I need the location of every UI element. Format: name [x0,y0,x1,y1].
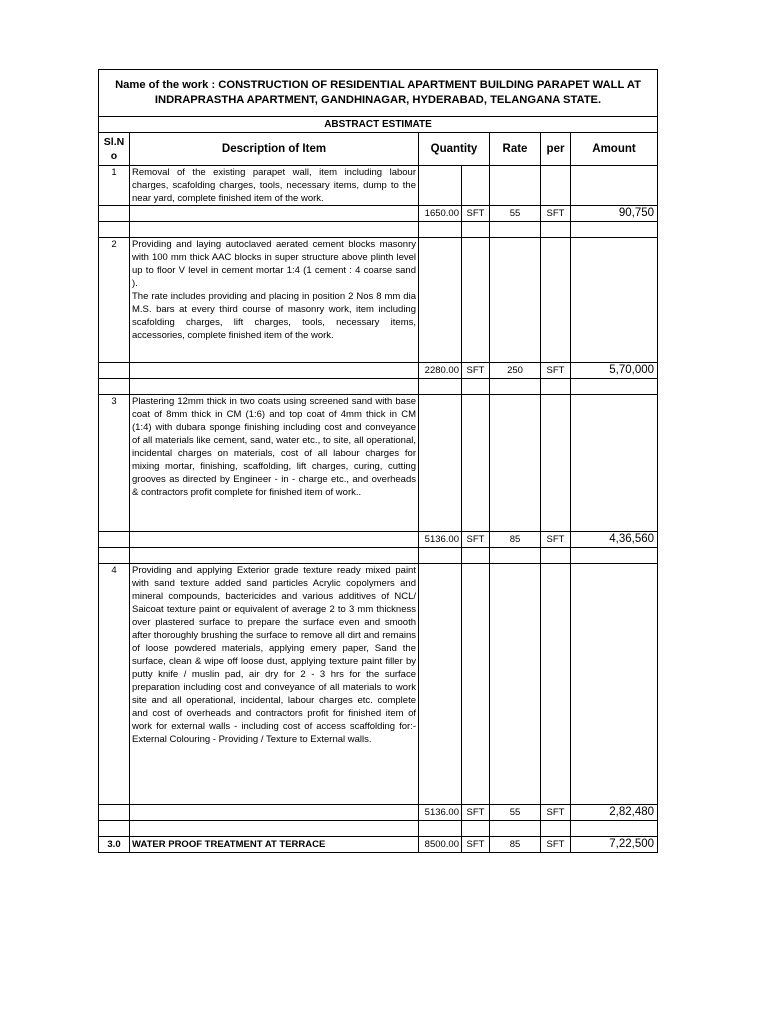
description-header: Description of Item [130,133,419,166]
item-quantity: 5136.00 [419,532,462,548]
summary-amount: 7,22,500 [571,837,658,853]
item-unit: SFT [462,206,490,222]
item-per: SFT [541,805,571,821]
item-description: Plastering 12mm thick in two coats using screened sand with base coat of 8mm thick in CM (1:6) and top coat of 4mm thick in CM (1:4) with dubara sponge finishing including cost and conveyance of all materials like cement, sand, water etc., to site, all operational, incidental charges on materials, cost of all labour charges for mixing mortar, finishing, scaffolding, lift charges, curing, cutting grooves as directed by Engineer - in - charge etc., and overheads & contractors profit complete for finished item of work.. [130,395,419,532]
summary-description: WATER PROOF TREATMENT AT TERRACE [130,837,419,853]
item-unit: SFT [462,805,490,821]
amount-header: Amount [571,133,658,166]
item-per: SFT [541,532,571,548]
item-amount: 90,750 [571,206,658,222]
summary-quantity: 8500.00 [419,837,462,853]
rate-header: Rate [490,133,541,166]
work-title: Name of the work : CONSTRUCTION OF RESIDENTIAL APARTMENT BUILDING PARAPET WALL AT INDRAPRASTHA APARTMENT, GANDHINAGAR, HYDERABAD, TELANGANA STATE. [99,70,658,117]
item-per: SFT [541,363,571,379]
item-sl-no: 2 [99,238,130,363]
item-sl-no: 4 [99,564,130,805]
item-sl-no: 1 [99,166,130,206]
item-description: Removal of the existing parapet wall, item including labour charges, scafolding charges, tools, necessary items, dump to the near yard, complete finished item of the work. [130,166,419,206]
summary-rate: 85 [490,837,541,853]
item-sl-no: 3 [99,395,130,532]
abstract-estimate-table [98,69,658,853]
item-amount: 4,36,560 [571,532,658,548]
item-description: Providing and applying Exterior grade texture ready mixed paint with sand texture added sand particles Acrylic copolymers and mineral compounds, bactericides and various additives of NCL/ Saicoat texture paint or equivalent of average 2 to 3 mm thickness over plastered surface to prepare the surface even and smooth after thoroughly brushing the surface to remove all dirt and remains of loose powdered materials, applying emery paper, Sand the surface, clean & wipe off loose dust, applying texture paint filler by putty knife / muslin pad, air dry for 2 - 3 hrs for the surface preparation including cost and conveyance of all materials to work site and all operational, incidental, labour charges etc. complete and cost of overheads and contractors profit for finished item of work for external walls - including cost of access scaffolding for:-External Colouring - Providing / Texture to External walls. [130,564,419,805]
item-rate: 85 [490,532,541,548]
item-quantity: 5136.00 [419,805,462,821]
item-amount: 2,82,480 [571,805,658,821]
item-quantity: 2280.00 [419,363,462,379]
item-unit: SFT [462,363,490,379]
abstract-estimate-heading: ABSTRACT ESTIMATE [99,117,658,133]
item-amount: 5,70,000 [571,363,658,379]
quantity-header: Quantity [419,133,490,166]
summary-unit: SFT [462,837,490,853]
item-rate: 55 [490,805,541,821]
summary-per: SFT [541,837,571,853]
item-per: SFT [541,206,571,222]
item-quantity: 1650.00 [419,206,462,222]
sl-no-header: Sl.N o [99,133,130,166]
per-header: per [541,133,571,166]
summary-sl-no: 3.0 [99,837,130,853]
item-description: Providing and laying autoclaved aerated cement blocks masonry with 100 mm thick AAC blocks in super structure above plinth level up to floor V level in cement mortar 1:4 (1 cement : 4 coarse sand ). The rate includes providing and placing in position 2 Nos 8 mm dia M.S. bars at every third course of masonry work, item including scafolding charges, lift charges, tools, necessary items, accessories, complete finished item of the work. [130,238,419,363]
item-rate: 55 [490,206,541,222]
item-rate: 250 [490,363,541,379]
item-unit: SFT [462,532,490,548]
